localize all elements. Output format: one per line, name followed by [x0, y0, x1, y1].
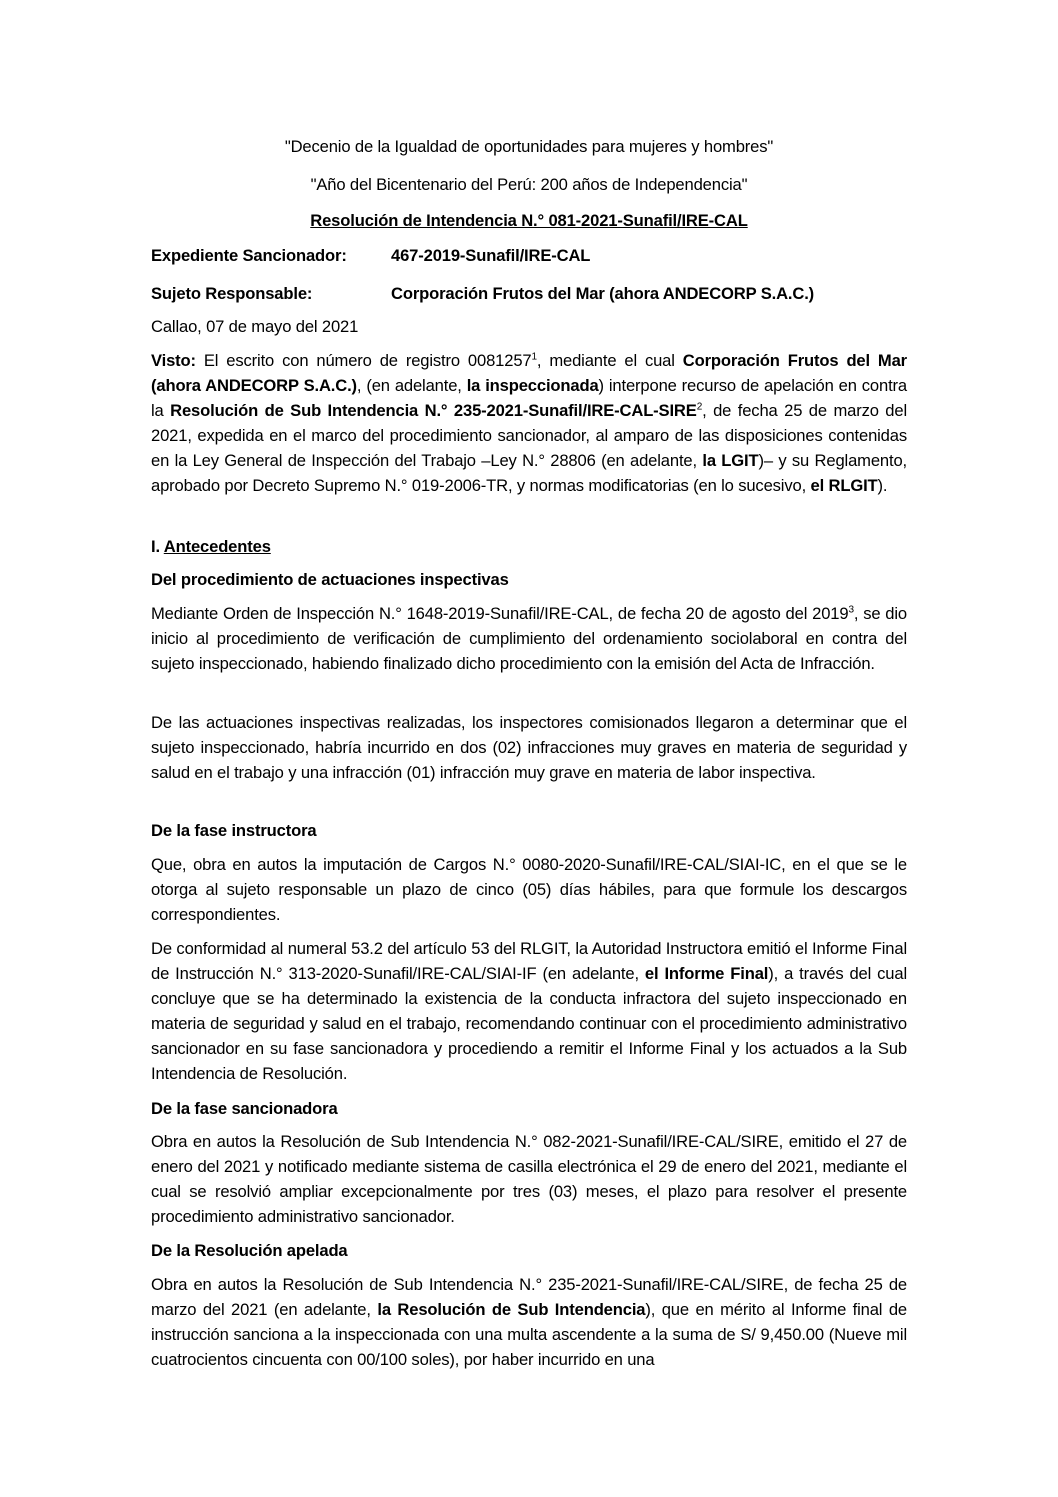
paragraph-inspection-results: De las actuaciones inspectivas realizadas, los inspectores comisionados llegaron a determinar que el sujeto inspeccionado, habría incurrido en dos (02) infracciones muy graves en materia de seguridad y salud en el trabajo y una infracción (01) infracción muy grave en materia de labor inspectiva. [151, 713, 907, 782]
subheading-inspection: Del procedimiento de actuaciones inspectivas [151, 570, 509, 589]
footnote-ref-1: 1 [531, 351, 537, 363]
section-heading: I. Antecedentes [151, 537, 271, 556]
expediente-field [151, 246, 590, 266]
visto-section [151, 348, 907, 498]
sujeto-field [151, 284, 814, 304]
paragraph-resolucion-apelada: Obra en autos la Resolución de Sub Intendencia N.° 235-2021-Sunafil/IRE-CAL/SIRE, de fecha 25 de marzo del 2021 (en adelante, la Resolución de Sub Intendencia), que en mérito al Informe final de instrucción sanciona a la inspeccionada con una multa ascendente a la suma de S/ 9,450.00 (Nueve mil cuatrocientos cincuenta con 00/100 soles), por haber incurrido en una [151, 1275, 908, 1369]
paragraph-informe-final: De conformidad al numeral 53.2 del artículo 53 del RLGIT, la Autoridad Instructora emitió el Informe Final de Instrucción N.° 313-2020-Sunafil/IRE-CAL/SIAI-IF (en adelante, el Informe Final), a través del cual concluye que se ha determinado la existencia de la conducta infractora del sujeto inspeccionado en materia de seguridad y salud en el trabajo, recomendando continuar con el procedimiento administrativo sancionador en su fase sancionadora y procediendo a remitir el Informe Final y los actuados a la Sub Intendencia de Resolución. [151, 939, 908, 1083]
paragraph-imputacion: Que, obra en autos la imputación de Cargos N.° 0080-2020-Sunafil/IRE-CAL/SIAI-IC, en el que se le otorga al sujeto responsable un plazo de cinco (05) días hábiles, para que formule los descargos correspondientes. [151, 855, 907, 924]
year-motto: "Año del Bicentenario del Perú: 200 años de Independencia" [310, 175, 748, 194]
sujeto-label: Sujeto Responsable: [151, 284, 313, 303]
expediente-label: Expediente Sancionador: [151, 246, 347, 265]
subheading-instructora: De la fase instructora [151, 821, 317, 840]
footnote-ref-3: 3 [848, 604, 854, 616]
footnote-ref-2: 2 [696, 401, 703, 413]
section-title: Antecedentes [163, 537, 271, 556]
decade-motto: "Decenio de la Igualdad de oportunidades para mujeres y hombres" [284, 137, 774, 156]
visto-paragraph: Visto: El escrito con número de registro 0081257$^1$, mediante el cual Corporación Frutos del Mar (ahora ANDECORP S.A.C.), (en adelante, la inspeccionada) interpone recurso de apelación en contra la Resolución de Sub Intendencia N.° 235-2021-Sunafil/IRE-CAL-SIRE$^2$, de fecha 25 de marzo del 2021, expedida en el marco del procedimiento sancionador, al amparo de las disposiciones contenidas en la Ley General de Inspección del Trabajo –Ley N.° 28806 (en adelante, la LGIT)– y su Reglamento, aprobado por Decreto Supremo N.° 019-2006-TR, y normas modificatorias (en lo sucesivo, el RLGIT). [151, 351, 908, 495]
visto-label: Visto: [151, 351, 196, 370]
resolution-title: Resolución de Intendencia N.° 081-2021-Sunafil/IRE-CAL [310, 211, 748, 230]
date-line: Callao, 07 de mayo del 2021 [151, 317, 359, 336]
sujeto-value: Corporación Frutos del Mar (ahora ANDECORP S.A.C.) [391, 284, 815, 303]
expediente-value: 467-2019-Sunafil/IRE-CAL [391, 246, 591, 265]
paragraph-inspection-order: Mediante Orden de Inspección N.° 1648-2019-Sunafil/IRE-CAL, de fecha 20 de agosto del 2019$^3$, se dio inicio al procedimiento de verificación de cumplimiento del ordenamiento sociolaboral en contra del sujeto inspeccionado, habiendo finalizado dicho procedimiento con la emisión del Acta de Infracción. [151, 604, 908, 673]
paragraph-ampliacion: Obra en autos la Resolución de Sub Intendencia N.° 082-2021-Sunafil/IRE-CAL/SIRE, emitido el 27 de enero del 2021 y notificado mediante sistema de casilla electrónica el 29 de enero del 2021, mediante el cual se resolvió ampliar excepcionalmente por tres (03) meses, el plazo para resolver el presente procedimiento administrativo sancionador. [151, 1132, 907, 1226]
subheading-resolucion-apelada: De la Resolución apelada [151, 1241, 348, 1260]
subheading-sancionadora: De la fase sancionadora [151, 1099, 338, 1118]
